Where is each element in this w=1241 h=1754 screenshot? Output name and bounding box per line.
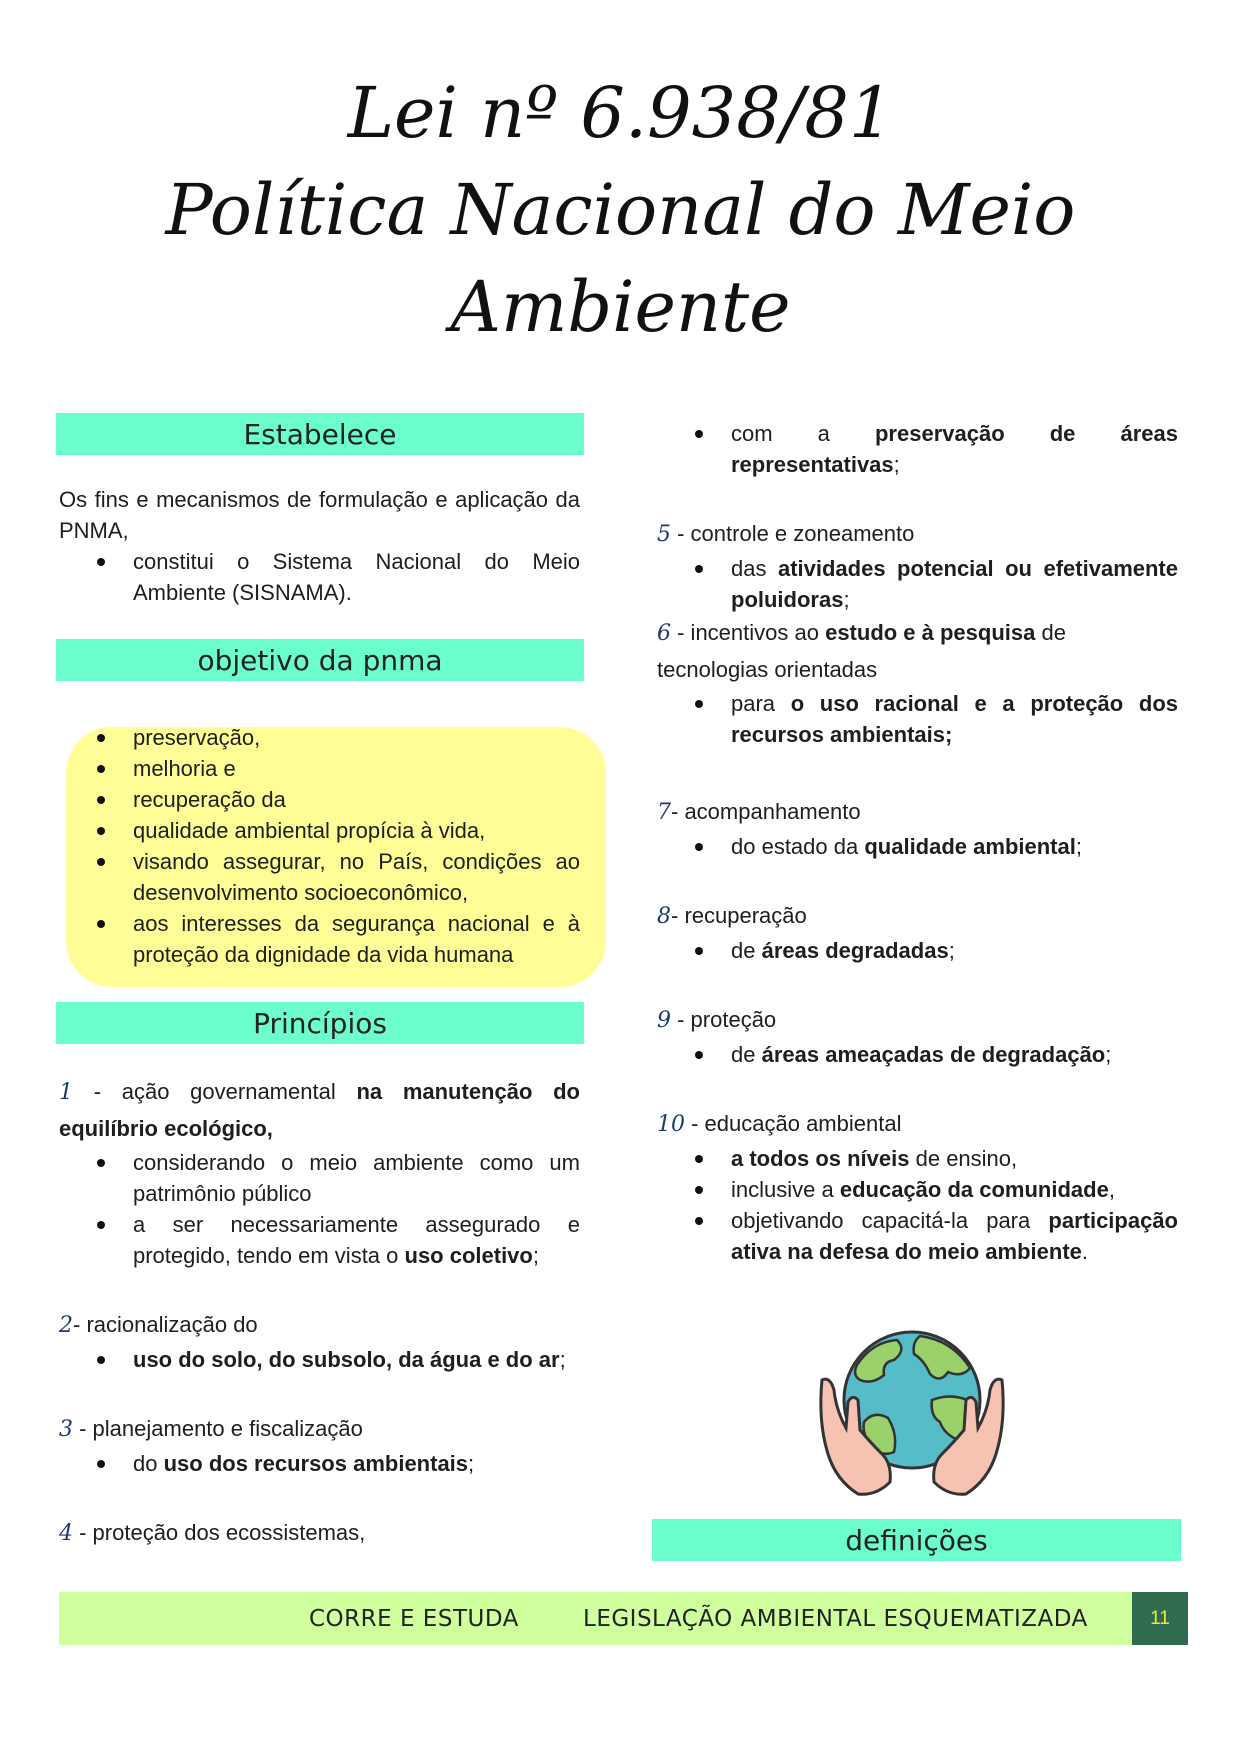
title-line-3: Ambiente — [450, 266, 791, 348]
list-item: constitui o Sistema Nacional do Meio Ambiente (SISNAMA). — [59, 546, 580, 608]
title-line-1: Lei nº 6.938/81 — [347, 72, 894, 154]
principio-number: 9 — [657, 1008, 671, 1033]
list-item: melhoria e — [59, 753, 580, 784]
principio-number: 1 — [59, 1080, 73, 1105]
principio-1: 1 - ação governamental na manutenção do equilíbrio ecológico, considerando o meio ambiente como um patrimônio público a ser necessariamente assegurado e protegido, tendo em vista o uso coletivo; — [59, 1074, 580, 1271]
list-item: para o uso racional e a proteção dos recursos ambientais; — [657, 688, 1178, 750]
principio-number: 2 — [59, 1313, 73, 1338]
objetivo-list-container — [59, 722, 580, 970]
estabelece-heading: Estabelece — [56, 413, 584, 455]
list-item: uso do solo, do subsolo, da água e do ar; — [59, 1344, 580, 1375]
objetivo-list — [59, 722, 580, 970]
list-item: visando assegurar, no País, condições ao desenvolvimento socioeconômico, — [59, 846, 580, 908]
title-line-2: Política Nacional do Meio — [165, 169, 1076, 251]
list-item: qualidade ambiental propícia à vida, — [59, 815, 580, 846]
principio-9: 9 - proteção de áreas ameaçadas de degradação; — [657, 1002, 1178, 1070]
principios-left — [59, 1074, 580, 1552]
footer-bar — [59, 1592, 1188, 1645]
principio-2: 2- racionalização do uso do solo, do subsolo, da água e do ar; — [59, 1307, 580, 1375]
definicoes-heading: definições — [652, 1519, 1181, 1561]
principio-7: 7- acompanhamento do estado da qualidade ambiental; — [657, 794, 1178, 862]
estabelece-section — [59, 484, 580, 608]
list-item: a ser necessariamente assegurado e protegido, tendo em vista o uso coletivo; — [59, 1209, 580, 1271]
earth-in-hands-icon — [812, 1330, 1012, 1500]
list-item: do estado da qualidade ambiental; — [657, 831, 1178, 862]
list-item: objetivando capacitá-la para participação ativa na defesa do meio ambiente. — [657, 1205, 1178, 1267]
principio-number: 3 — [59, 1417, 73, 1442]
list-item: inclusive a educação da comunidade, — [657, 1174, 1178, 1205]
footer-right-text: LEGISLAÇÃO AMBIENTAL ESQUEMATIZADA — [583, 1605, 1088, 1632]
list-item: com a preservação de áreas representativas; — [657, 418, 1178, 480]
principio-number: 4 — [59, 1521, 73, 1546]
page-number: 11 — [1132, 1592, 1188, 1645]
principio-number: 5 — [657, 522, 671, 547]
principio-8: 8- recuperação de áreas degradadas; — [657, 898, 1178, 966]
list-item: preservação, — [59, 722, 580, 753]
principio-number: 7 — [657, 800, 671, 825]
list-item: considerando o meio ambiente como um patrimônio público — [59, 1147, 580, 1209]
principio-3: 3 - planejamento e fiscalização do uso dos recursos ambientais; — [59, 1411, 580, 1479]
estabelece-text: Os fins e mecanismos de formulação e aplicação da PNMA, — [59, 487, 580, 543]
principio-10: 10 - educação ambiental a todos os níveis de ensino, inclusive a educação da comunidade, objetivando capacitá-la para participação ativa na defesa do meio ambiente. — [657, 1106, 1178, 1267]
principio-number: 6 — [657, 621, 671, 646]
principios-heading: Princípios — [56, 1002, 584, 1044]
list-item: aos interesses da segurança nacional e à proteção da dignidade da vida humana — [59, 908, 580, 970]
principio-4: 4 - proteção dos ecossistemas, — [59, 1520, 366, 1546]
principio-5: 5 - controle e zoneamento das atividades potencial ou efetivamente poluidoras; — [657, 516, 1178, 615]
principio-6: 6 - incentivos ao estudo e à pesquisa de tecnologias orientadas para o uso racional e a proteção dos recursos ambientais; — [657, 615, 1178, 750]
list-item: das atividades potencial ou efetivamente poluidoras; — [657, 553, 1178, 615]
list-item: de áreas ameaçadas de degradação; — [657, 1039, 1178, 1070]
list-item: recuperação da — [59, 784, 580, 815]
principio-number: 8 — [657, 904, 671, 929]
objetivo-heading: objetivo da pnma — [56, 639, 584, 681]
list-item: a todos os níveis de ensino, — [657, 1143, 1178, 1174]
footer-left-text: CORRE E ESTUDA — [309, 1605, 519, 1632]
principio-number: 10 — [657, 1112, 685, 1137]
list-item: do uso dos recursos ambientais; — [59, 1448, 580, 1479]
list-item: de áreas degradadas; — [657, 935, 1178, 966]
principios-right — [657, 418, 1178, 1267]
